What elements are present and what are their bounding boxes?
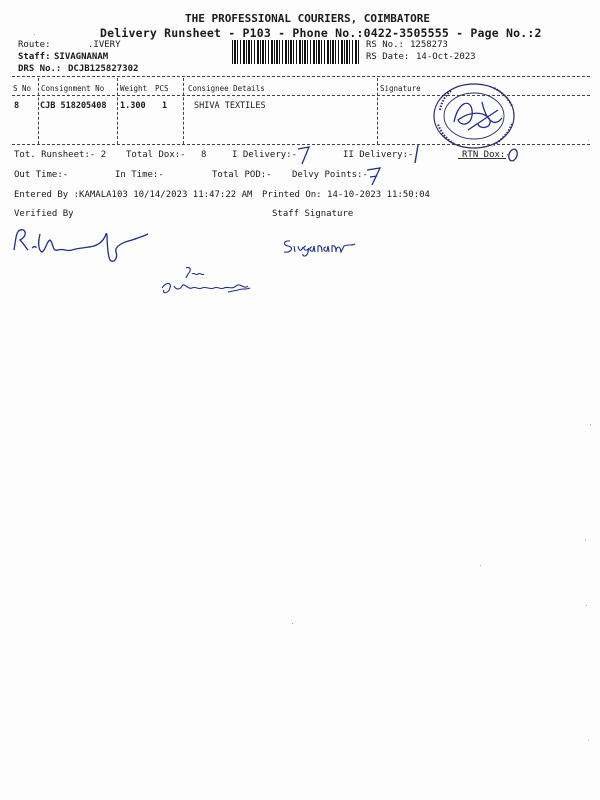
- col-header-consignment: Consignment No: [41, 84, 105, 93]
- scan-speck: [586, 605, 587, 606]
- col-header-pcs: PCS: [155, 84, 169, 93]
- col-header-signature: Signature: [380, 84, 421, 93]
- scan-speck: [480, 565, 481, 566]
- entered-by: Entered By :KAMALA103 10/14/2023 11:47:22 AM: [14, 190, 253, 200]
- rs-no-label: RS No.:: [366, 40, 404, 50]
- table-top-rule: [12, 76, 590, 77]
- ii-delivery-handwritten: [412, 143, 422, 165]
- i-delivery-handwritten: [296, 144, 312, 166]
- company-seal-stamp: [428, 80, 520, 152]
- out-time-label: Out Time:-: [14, 170, 69, 180]
- rs-date-value: 14-Oct-2023: [416, 52, 476, 62]
- route-value: .IVERY: [88, 40, 121, 50]
- scan-speck: [588, 740, 589, 741]
- scan-speck: [34, 34, 35, 35]
- staff-signature-label: Staff Signature: [272, 209, 354, 219]
- total-dox-value: 8: [201, 150, 207, 160]
- rs-no-value: 1258273: [410, 40, 448, 50]
- barcode: [232, 40, 360, 64]
- rs-date-label: RS Date:: [366, 52, 410, 62]
- col-sep: [117, 78, 118, 144]
- scan-speck: [585, 540, 586, 541]
- row-sno: 8: [14, 101, 20, 111]
- col-sep: [38, 78, 39, 144]
- staff-label: Staff:: [18, 52, 51, 62]
- company-title: THE PROFESSIONAL COURIERS, COIMBATORE: [185, 12, 431, 25]
- rtn-dox-label: RTN Dox:-: [462, 150, 511, 160]
- tot-runsheet: Tot. Runsheet:- 2: [14, 150, 107, 160]
- delvy-points-label: Delvy Points:-: [292, 170, 368, 180]
- verifier-signature: [10, 222, 150, 266]
- row-pcs: 1: [162, 101, 168, 111]
- drs-label: DRS No.:: [18, 64, 62, 74]
- ii-delivery-label: II Delivery:-: [343, 150, 414, 160]
- total-dox-label: Total Dox:-: [126, 150, 186, 160]
- col-header-sno: S No: [13, 84, 32, 93]
- drs-value: DCJB125827302: [68, 64, 139, 74]
- col-sep: [183, 78, 184, 144]
- col-header-consignee: Consignee Details: [188, 84, 265, 93]
- row-weight: 1.300: [120, 101, 146, 111]
- verified-by-label: Verified By: [14, 209, 74, 219]
- col-sep: [377, 78, 378, 144]
- scan-speck: [590, 424, 591, 425]
- route-label: Route:: [18, 40, 51, 50]
- scan-speck: [292, 623, 293, 624]
- staff-signature-handwritten: [280, 236, 356, 258]
- col-header-weight: Weight: [120, 84, 148, 93]
- row-consignment: CJB 518205408: [40, 101, 107, 111]
- i-delivery-label: I Delivery:-: [232, 150, 298, 160]
- row-consignee: SHIVA TEXTILES: [194, 101, 266, 111]
- delvy-points-handwritten: [366, 165, 382, 187]
- scan-speck: [588, 140, 589, 141]
- handwritten-initials-mark: [158, 264, 258, 300]
- runsheet-subtitle: Delivery Runsheet - P103 - Phone No.:0422-3505555 - Page No.:2: [100, 26, 542, 40]
- rtn-dox-handwritten: [506, 146, 520, 164]
- rtn-dox-underline: [458, 158, 506, 159]
- route-redaction: [56, 42, 90, 50]
- in-time-label: In Time:-: [115, 170, 164, 180]
- printed-on: Printed On: 14-10-2023 11:50:04: [262, 190, 430, 200]
- total-pod-label: Total POD:-: [212, 170, 272, 180]
- staff-value: SIVAGNANAM: [54, 52, 109, 62]
